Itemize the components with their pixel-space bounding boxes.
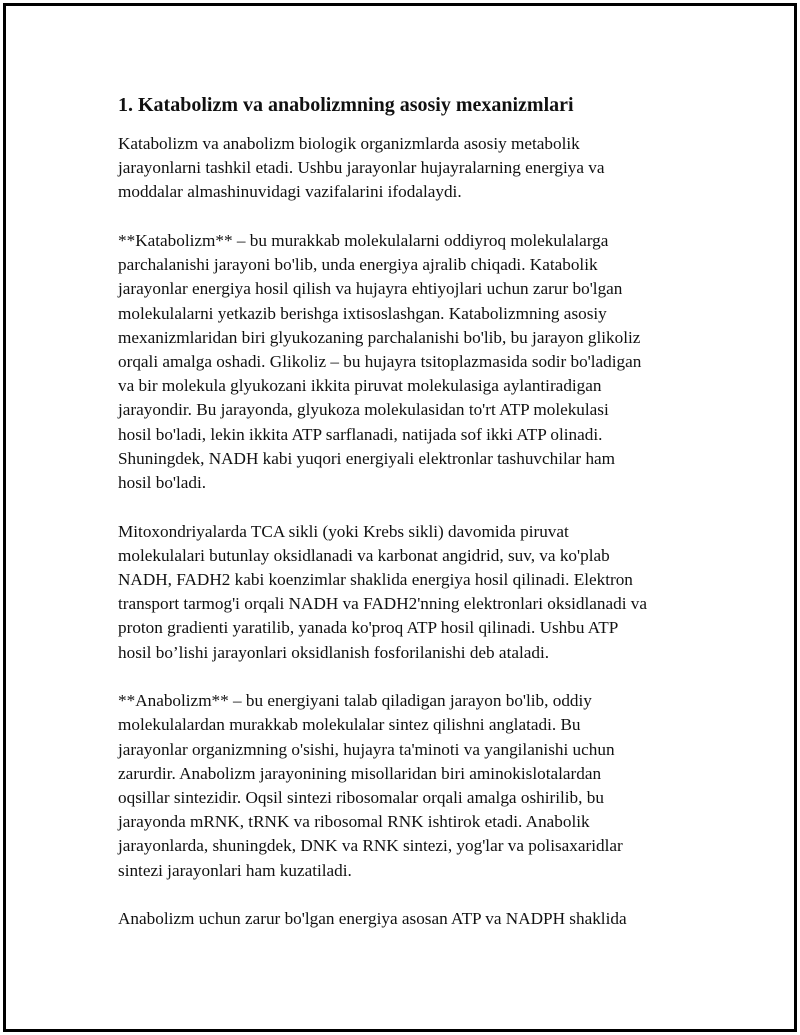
text-line: hosil bo'ladi. (118, 473, 207, 493)
text-line: NADH, FADH2 kabi koenzimlar shaklida energiya hosil qilinadi. Elektron (118, 570, 633, 590)
section-heading: 1. Katabolizm va anabolizmning asosiy mexanizmlari (118, 94, 574, 116)
text-line: jarayonlarda, shuningdek, DNK va RNK sintezi, yog'lar va polisaxaridlar (118, 836, 623, 856)
text-line: zarurdir. Anabolizm jarayonining misollaridan biri aminokislotalardan (118, 763, 602, 783)
text-line: jarayonlar energiya hosil qilish va hujayra ehtiyojlari uchun zarur bo'lgan (118, 279, 623, 299)
text-line: Mitoxondriyalarda TCA sikli (yoki Krebs sikli) davomida piruvat (118, 521, 569, 541)
text-line: mexanizmlaridan biri glyukozaning parchalanishi bo'lib, bu jarayon glikoliz (118, 327, 641, 347)
text-line: jarayonlar organizmning o'sishi, hujayra ta'minoti va yangilanishi uchun (118, 739, 615, 759)
text-line: hosil bo'ladi, lekin ikkita ATP sarflanadi, natijada sof ikki ATP olinadi. (118, 424, 603, 444)
text-line: sintezi jarayonlari ham kuzatiladi. (118, 860, 352, 880)
text-line: jarayonda mRNK, tRNK va ribosomal RNK ishtirok etadi. Anabolik (118, 812, 590, 832)
text-line: **Anabolizm** – bu energiyani talab qiladigan jarayon bo'lib, oddiy (118, 691, 592, 711)
text-line: Anabolizm uchun zarur bo'lgan energiya asosan ATP va NADPH shaklida (118, 909, 627, 929)
document-body (118, 92, 708, 956)
paragraph-anabolizm (118, 689, 708, 883)
paragraph-katabolizm (118, 229, 708, 495)
text-line: orqali amalga oshadi. Glikoliz – bu hujayra tsitoplazmasida sodir bo'ladigan (118, 352, 642, 372)
text-line: **Katabolizm** – bu murakkab molekulalarni oddiyroq molekulalarga (118, 231, 609, 250)
text-line: va bir molekula glyukozani ikkita piruvat molekulasiga aylantiradigan (118, 376, 602, 396)
text-line: hosil bo’lishi jarayonlari oksidlanish fosforilanishi deb ataladi. (118, 642, 550, 662)
paragraph-intro (118, 132, 708, 205)
paragraph-anabolizm-energiya (118, 907, 708, 931)
text-line: oqsillar sintezidir. Oqsil sintezi ribosomalar orqali amalga oshirilib, bu (118, 788, 604, 808)
paragraph-mitoxondriya (118, 520, 708, 665)
text-line: parchalanishi jarayoni bo'lib, unda energiya ajralib chiqadi. Katabolik (118, 255, 598, 275)
text-line: Katabolizm va anabolizm biologik organizmlarda asosiy metabolik (118, 134, 580, 153)
text-line: Shuningdek, NADH kabi yuqori energiyali elektronlar tashuvchilar ham (118, 448, 616, 468)
text-line: molekulalari butunlay oksidlanadi va karbonat angidrid, suv, va ko'plab (118, 545, 610, 565)
text-line: moddalar almashinuvidagi vazifalarini ifodalaydi. (118, 182, 462, 202)
text-line: molekulalardan murakkab molekulalar sintez qilishni anglatadi. Bu (118, 715, 581, 735)
text-line: jarayonlarni tashkil etadi. Ushbu jarayonlar hujayralarning energiya va (118, 158, 605, 178)
text-line: molekulalarni yetkazib berishga ixtisoslashgan. Katabolizmning asosiy (118, 303, 607, 323)
text-line: transport tarmog'i orqali NADH va FADH2'nning elektronlari oksidlanadi va (118, 594, 648, 614)
text-line: proton gradienti yaratilib, yanada ko'proq ATP hosil qilinadi. Ushbu ATP (118, 618, 619, 638)
text-line: jarayondir. Bu jarayonda, glyukoza molekulasidan to'rt ATP molekulasi (118, 400, 609, 420)
